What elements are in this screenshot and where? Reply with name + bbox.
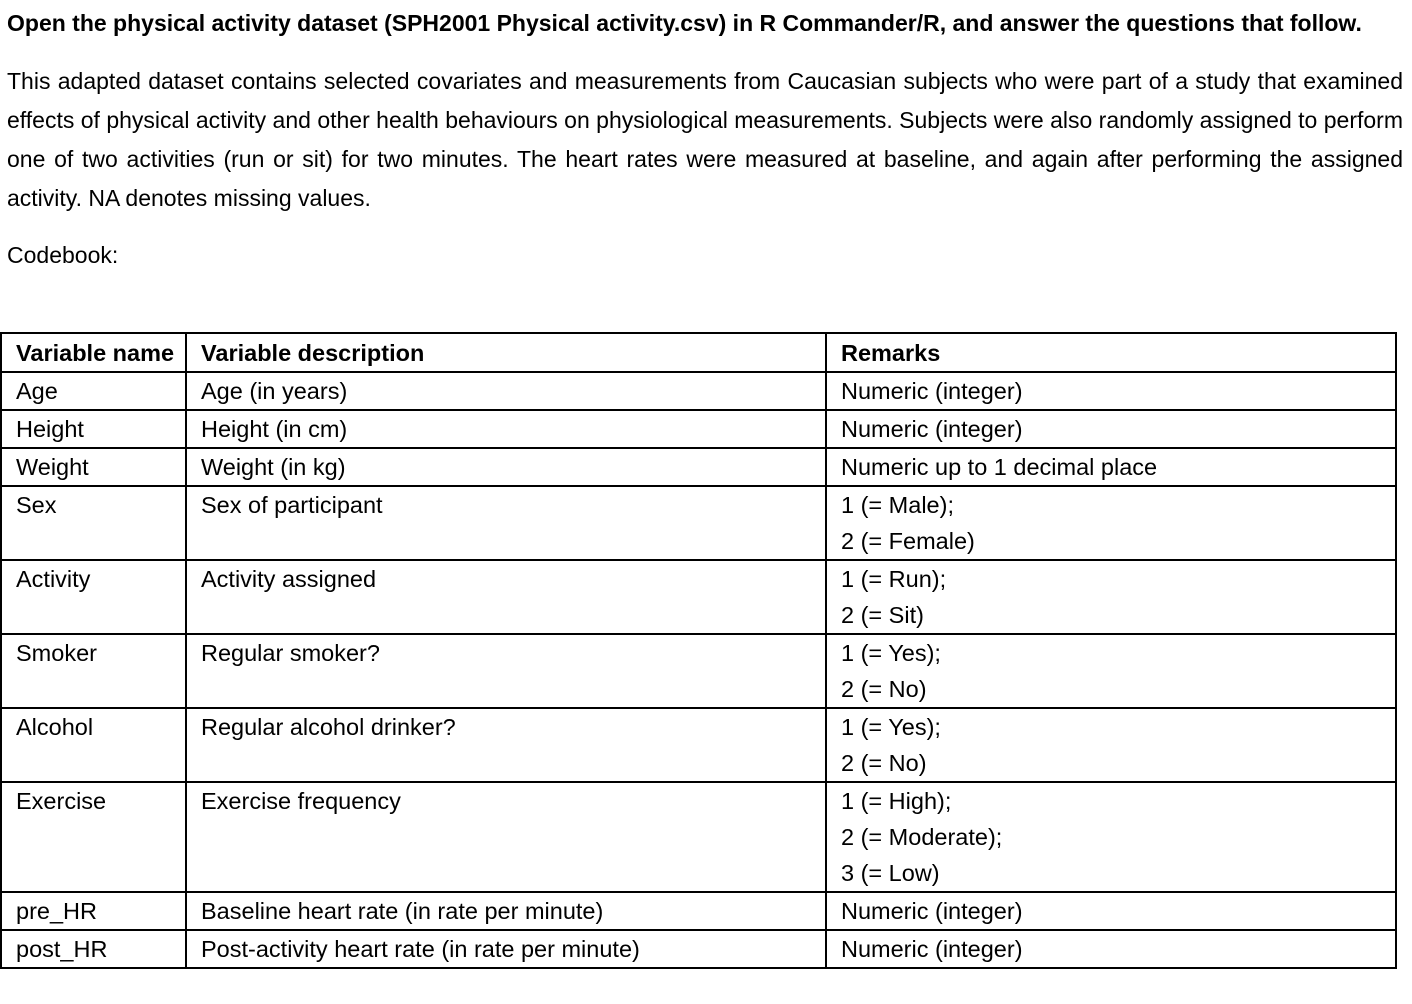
remark-line: 1 (= Yes); <box>841 640 941 666</box>
remark-line: 1 (= Run); <box>841 566 947 592</box>
remark-line: 1 (= Male); <box>841 492 954 518</box>
remark-line: 2 (= Female) <box>841 528 975 554</box>
variable-name-cell: Height <box>1 410 186 448</box>
variable-description-cell: Weight (in kg) <box>186 448 826 486</box>
remarks-cell <box>826 782 1396 892</box>
table-row <box>1 372 1396 410</box>
table-row <box>1 892 1396 930</box>
variable-name-cell: Smoker <box>1 634 186 708</box>
remark-line: Numeric (integer) <box>841 936 1023 962</box>
header-variable-description: Variable description <box>186 333 826 372</box>
variable-name-cell: Alcohol <box>1 708 186 782</box>
remark-line: Numeric (integer) <box>841 378 1023 404</box>
remarks-cell <box>826 708 1396 782</box>
table-row <box>1 930 1396 968</box>
variable-description-cell: Height (in cm) <box>186 410 826 448</box>
variable-name-cell: Activity <box>1 560 186 634</box>
variable-description-cell: Regular smoker? <box>186 634 826 708</box>
variable-name-cell: Age <box>1 372 186 410</box>
remark-line: Numeric up to 1 decimal place <box>841 454 1158 480</box>
remark-line: 2 (= Sit) <box>841 602 924 628</box>
variable-name-cell: post_HR <box>1 930 186 968</box>
variable-name-cell: pre_HR <box>1 892 186 930</box>
remarks-cell <box>826 486 1396 560</box>
variable-name-cell: Sex <box>1 486 186 560</box>
table-row <box>1 448 1396 486</box>
remarks-cell <box>826 560 1396 634</box>
table-row <box>1 486 1396 560</box>
variable-description-cell: Activity assigned <box>186 560 826 634</box>
codebook-label: Codebook: <box>7 242 119 268</box>
remarks-cell <box>826 448 1396 486</box>
remark-line: 1 (= High); <box>841 788 952 814</box>
table-row <box>1 560 1396 634</box>
remark-line: 3 (= Low) <box>841 860 940 886</box>
remark-line: 2 (= No) <box>841 676 927 702</box>
header-variable-name: Variable name <box>1 333 186 372</box>
remarks-cell <box>826 410 1396 448</box>
variable-description-cell: Exercise frequency <box>186 782 826 892</box>
variable-description-cell: Regular alcohol drinker? <box>186 708 826 782</box>
variable-description-cell: Post-activity heart rate (in rate per minute) <box>186 930 826 968</box>
remark-line: 2 (= No) <box>841 750 927 776</box>
codebook-header-row <box>1 333 1396 372</box>
remarks-cell <box>826 634 1396 708</box>
remark-line: Numeric (integer) <box>841 416 1023 442</box>
variable-name-cell: Weight <box>1 448 186 486</box>
dataset-description: This adapted dataset contains selected covariates and measurements from Caucasian subjects who were part of a study that examined effects of physical activity and other health behaviours on physiological measurements. Subjects were also randomly assigned to perform one of two activities (run or sit) for two minutes. The heart rates were measured at baseline, and again after performing the assigned activity. NA denotes missing values. <box>7 68 1403 211</box>
header-remarks: Remarks <box>826 333 1396 372</box>
document-page <box>7 4 1403 274</box>
variable-description-cell: Sex of participant <box>186 486 826 560</box>
table-row <box>1 634 1396 708</box>
variable-description-cell: Baseline heart rate (in rate per minute) <box>186 892 826 930</box>
instruction-heading: Open the physical activity dataset (SPH2001 Physical activity.csv) in R Commander/R, and answer the questions that follow. <box>7 10 1362 36</box>
remarks-cell <box>826 930 1396 968</box>
table-row <box>1 708 1396 782</box>
codebook-body <box>1 372 1396 968</box>
remarks-cell <box>826 372 1396 410</box>
remark-line: 2 (= Moderate); <box>841 824 1003 850</box>
table-row <box>1 410 1396 448</box>
table-row <box>1 782 1396 892</box>
remark-line: Numeric (integer) <box>841 898 1023 924</box>
codebook-table <box>0 332 1397 969</box>
remarks-cell <box>826 892 1396 930</box>
variable-name-cell: Exercise <box>1 782 186 892</box>
remark-line: 1 (= Yes); <box>841 714 941 740</box>
variable-description-cell: Age (in years) <box>186 372 826 410</box>
